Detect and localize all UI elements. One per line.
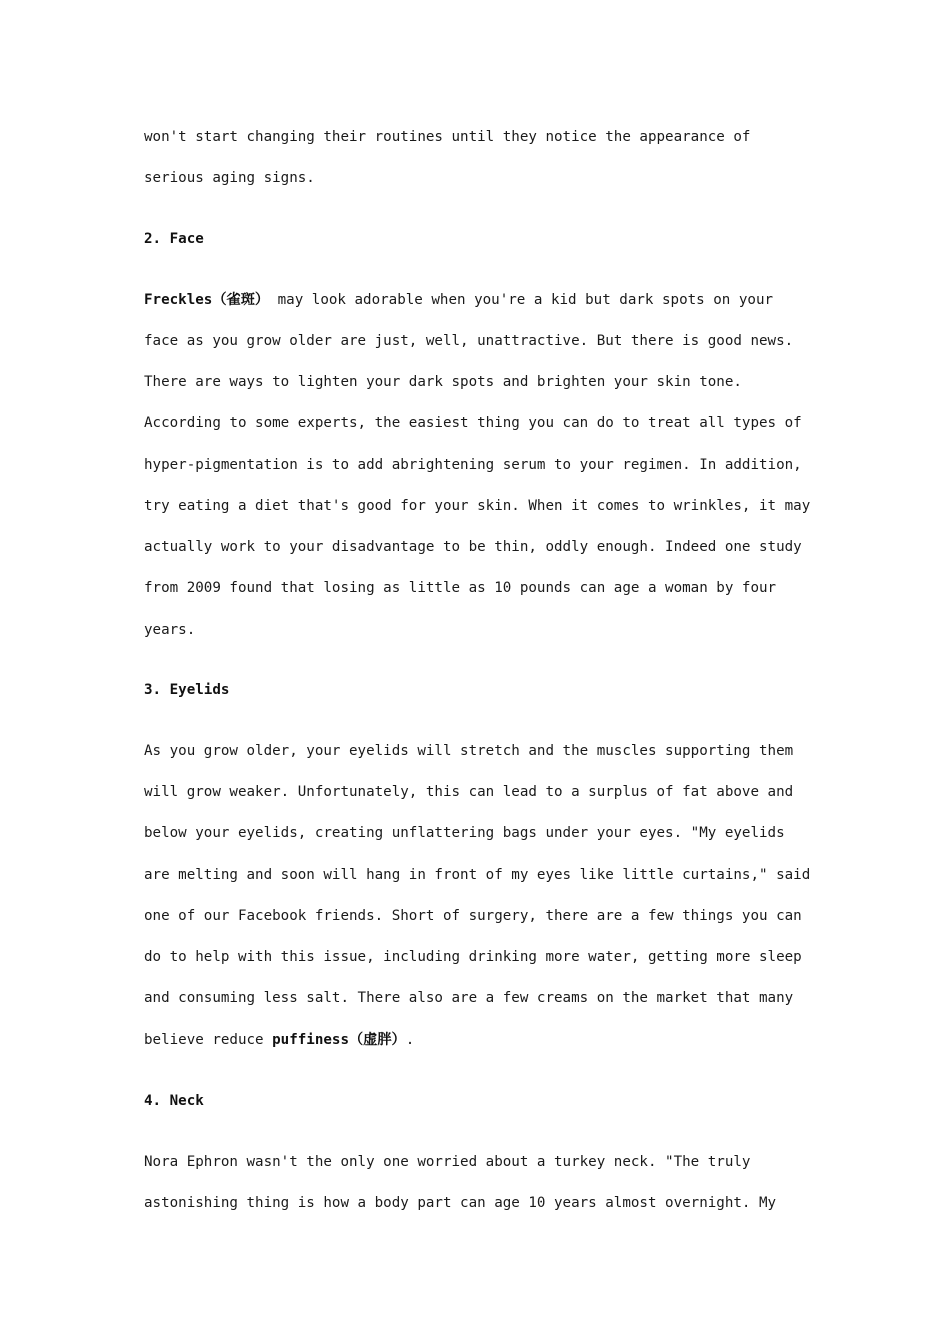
paragraph-line: try eating a diet that's good for your skin. When it comes to wrinkles, it may bbox=[144, 498, 811, 514]
term-freckles: Freckles（雀斑） bbox=[144, 292, 270, 308]
paragraph-line: serious aging signs. bbox=[144, 170, 315, 186]
paragraph-line: years. bbox=[144, 622, 196, 638]
term-puffiness: puffiness（虚胖） bbox=[272, 1032, 406, 1048]
paragraph-text: . bbox=[405, 1032, 415, 1048]
paragraph-line: Nora Ephron wasn't the only one worried about a turkey neck. "The truly bbox=[144, 1154, 751, 1170]
paragraph-line: do to help with this issue, including drinking more water, getting more sleep bbox=[144, 949, 802, 965]
paragraph-line: face as you grow older are just, well, unattractive. But there is good news. bbox=[144, 333, 794, 349]
paragraph-line: astonishing thing is how a body part can age 10 years almost overnight. My bbox=[144, 1195, 777, 1211]
paragraph-line: According to some experts, the easiest thing you can do to treat all types of bbox=[144, 415, 802, 431]
paragraph-line: are melting and soon will hang in front of my eyes like little curtains," said bbox=[144, 867, 811, 883]
paragraph-line: hyper-pigmentation is to add abrightening serum to your regimen. In addition, bbox=[144, 457, 802, 473]
paragraph-text: may look adorable when you're a kid but dark spots on your bbox=[269, 292, 774, 308]
paragraph-line bbox=[144, 1030, 414, 1050]
section-heading-face: 2. Face bbox=[144, 231, 204, 247]
paragraph-line: actually work to your disadvantage to be thin, oddly enough. Indeed one study bbox=[144, 539, 802, 555]
paragraph-line: one of our Facebook friends. Short of surgery, there are a few things you can bbox=[144, 908, 802, 924]
paragraph-line: There are ways to lighten your dark spots and brighten your skin tone. bbox=[144, 374, 742, 390]
paragraph-line: As you grow older, your eyelids will stretch and the muscles supporting them bbox=[144, 743, 794, 759]
section-heading-eyelids: 3. Eyelids bbox=[144, 682, 230, 698]
paragraph-line: will grow weaker. Unfortunately, this can lead to a surplus of fat above and bbox=[144, 784, 794, 800]
section-heading-neck: 4. Neck bbox=[144, 1093, 204, 1109]
paragraph-line: won't start changing their routines until they notice the appearance of bbox=[144, 129, 751, 145]
paragraph-line: below your eyelids, creating unflattering bags under your eyes. "My eyelids bbox=[144, 825, 785, 841]
paragraph-line bbox=[144, 290, 773, 310]
paragraph-line: from 2009 found that losing as little as 10 pounds can age a woman by four bbox=[144, 580, 777, 596]
paragraph-line: and consuming less salt. There also are a few creams on the market that many bbox=[144, 990, 794, 1006]
paragraph-text: believe reduce bbox=[144, 1032, 273, 1048]
